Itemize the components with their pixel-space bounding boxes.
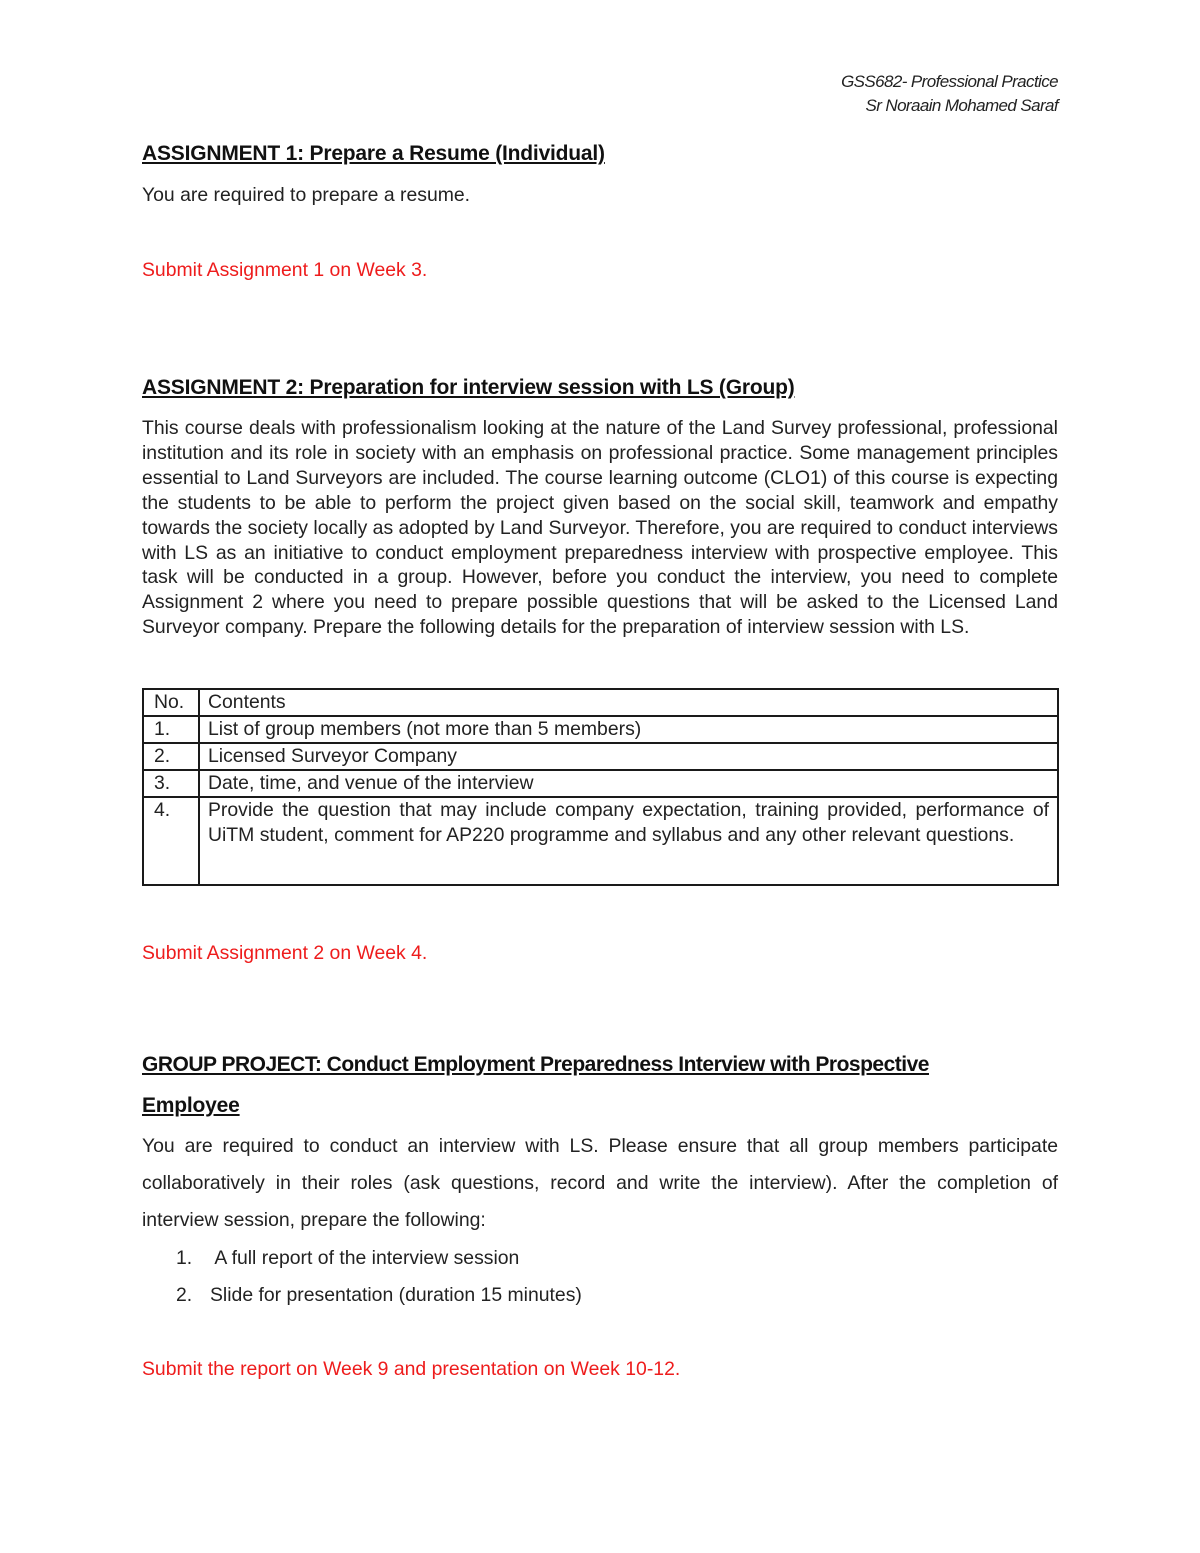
author-name: Sr Noraain Mohamed Saraf bbox=[865, 96, 1058, 115]
table-cell-contents: List of group members (not more than 5 members) bbox=[199, 716, 1058, 743]
table-cell-no: 1. bbox=[143, 716, 199, 743]
table-cell-no: 3. bbox=[143, 770, 199, 797]
table-row bbox=[143, 770, 1058, 797]
assignment2-title: ASSIGNMENT 2: Preparation for interview session with LS (Group) bbox=[142, 376, 795, 399]
table-cell-contents: Date, time, and venue of the interview bbox=[199, 770, 1058, 797]
list-item-number: 1. bbox=[176, 1247, 193, 1269]
group-project-submit-note: Submit the report on Week 9 and presentation on Week 10-12. bbox=[142, 1358, 681, 1380]
table-row bbox=[143, 716, 1058, 743]
deliverables-list bbox=[142, 1240, 582, 1314]
assignment1-body: You are required to prepare a resume. bbox=[142, 184, 471, 206]
table-cell-no: 2. bbox=[143, 743, 199, 770]
group-project-title-cont: Employee bbox=[142, 1094, 240, 1117]
list-item-number: 2. bbox=[176, 1284, 193, 1306]
course-title: GSS682- Professional Practice bbox=[841, 72, 1058, 91]
table-cell-contents: Licensed Surveyor Company bbox=[199, 743, 1058, 770]
table-header-row bbox=[143, 689, 1058, 716]
assignment1-title: ASSIGNMENT 1: Prepare a Resume (Individual) bbox=[142, 142, 605, 165]
group-project-body: You are required to conduct an interview with LS. Please ensure that all group members participate collaboratively in their roles (ask questions, record and write the interview). After the completion of interview session, prepare the following: bbox=[142, 1135, 1058, 1231]
assignment2-body: This course deals with professionalism looking at the nature of the Land Survey professional, professional institution and its role in society with an emphasis on professional practice. Some management principles essential to Land Surveyors are included. The course learning outcome (CLO1) of this course is expecting the students to be able to perform the project given based on the social skill, teamwork and empathy towards the society locally as adopted by Land Surveyor. Therefore, you are required to conduct interviews with LS as an initiative to conduct employment preparedness interview with prospective employee. This task will be conducted in a group. However, before you conduct the interview, you need to complete Assignment 2 where you need to prepare possible questions that will be asked to the Licensed Land Surveyor company. Prepare the following details for the preparation of interview session with LS. bbox=[142, 417, 1058, 639]
list-item-text: A full report of the interview session bbox=[210, 1247, 520, 1269]
table-cell-contents: Provide the question that may include company expectation, training provided, performance of UiTM student, comment for AP220 programme and syllabus and any other relevant questions. bbox=[199, 797, 1058, 885]
group-project-title: GROUP PROJECT: Conduct Employment Preparedness Interview with Prospective bbox=[142, 1053, 929, 1076]
table-row bbox=[143, 743, 1058, 770]
table-row bbox=[143, 797, 1058, 885]
list-item bbox=[142, 1240, 582, 1277]
table-header-contents: Contents bbox=[199, 689, 1058, 716]
assignment2-submit-note: Submit Assignment 2 on Week 4. bbox=[142, 942, 428, 964]
assignment2-contents-table bbox=[142, 688, 1059, 886]
list-item bbox=[142, 1277, 582, 1314]
table-header-no: No. bbox=[143, 689, 199, 716]
table-cell-no: 4. bbox=[143, 797, 199, 885]
assignment1-submit-note: Submit Assignment 1 on Week 3. bbox=[142, 259, 428, 281]
document-header bbox=[841, 70, 1058, 118]
list-item-text: Slide for presentation (duration 15 minutes) bbox=[210, 1284, 582, 1306]
